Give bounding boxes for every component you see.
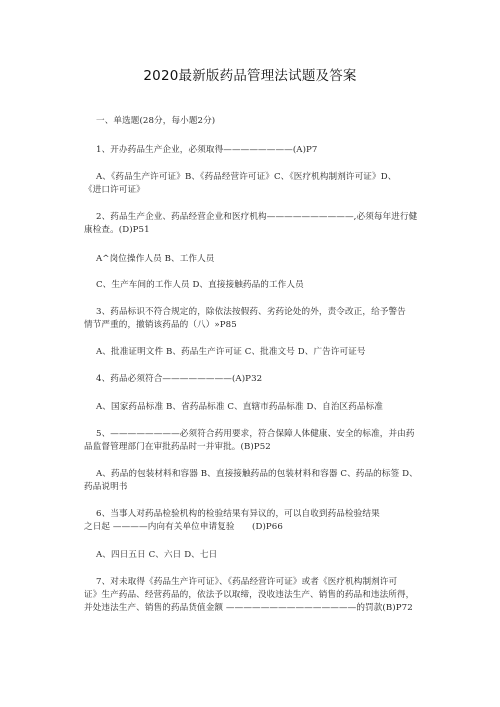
question-2-options-ab: A^岗位操作人员 B、工作人员 <box>96 254 215 264</box>
question-1-options: A、《药品生产许可证》B、《药品经营许可证》C、《医疗机构制剂许可证》D、 <box>96 172 397 182</box>
question-3-cont: 情节严重的，撤销该药品的（八）»P85 <box>84 320 237 330</box>
question-7: 7、对未取得《药品生产许可证》、《药品经营许可证》或者《医疗机构制剂许可 <box>96 577 398 587</box>
question-4: 4、药品必须符合————————(A)P32 <box>96 374 263 384</box>
question-5: 5、————————必须符合药用要求，符合保障人体健康、安全的标准，并由药 <box>96 429 415 439</box>
document-title: 2020最新版药品管理法试题及答案 <box>143 68 357 84</box>
question-3-options: A、批准证明文件 B、药品生产许可证 C、批准文号 D、广告许可证号 <box>96 347 366 357</box>
question-4-options: A、国家药品标准 B、省药品标准 C、直辖市药品标准 D、自治区药品标准 <box>96 402 384 412</box>
question-2: 2、药品生产企业、药品经营企业和医疗机构——————————,必须每年进行健 <box>96 212 418 222</box>
question-6-options: A、四日五日 C、六日 D、七日 <box>96 550 218 560</box>
question-6: 6、当事人对药品检验机构的检验结果有异议的，可以自收到药品检验结果 <box>96 509 380 519</box>
question-7-cont-1: 证》生产药品、经营药品的，依法予以取缔，没收违法生产、销售的药品和违法所得， <box>84 590 415 600</box>
question-6-cont: 之日起 ————内向有关单位申请复验 (D)P66 <box>84 522 283 532</box>
question-7-cont-2: 并处违法生产、销售的药品货值金额 ———————————————的罚款(B)P72 <box>84 603 413 613</box>
question-1-options-cont: 《进口许可证》 <box>84 185 145 195</box>
question-5-cont: 品监督管理部门在审批药品时一并审批。(B)P52 <box>84 442 271 452</box>
question-5-options-cont: 药品说明书 <box>84 482 128 492</box>
question-5-options: A、药品的包装材料和容器 B、直接接触药品的包装材料和容器 C、药品的标签 D、 <box>96 469 418 479</box>
question-2-options-cd: C、生产车间的工作人员 D、直接接触药品的工作人员 <box>96 280 304 290</box>
question-2-cont: 康检查。(D)P51 <box>84 225 150 235</box>
section-header: 一、单选题(28分，每小题2分) <box>96 116 216 126</box>
question-1: 1、开办药品生产企业，必须取得————————(A)P7 <box>96 145 318 155</box>
question-3: 3、药品标识不符合规定的，除依法按假药、劣药论处的外，责令改正，给予警告 <box>96 307 406 317</box>
